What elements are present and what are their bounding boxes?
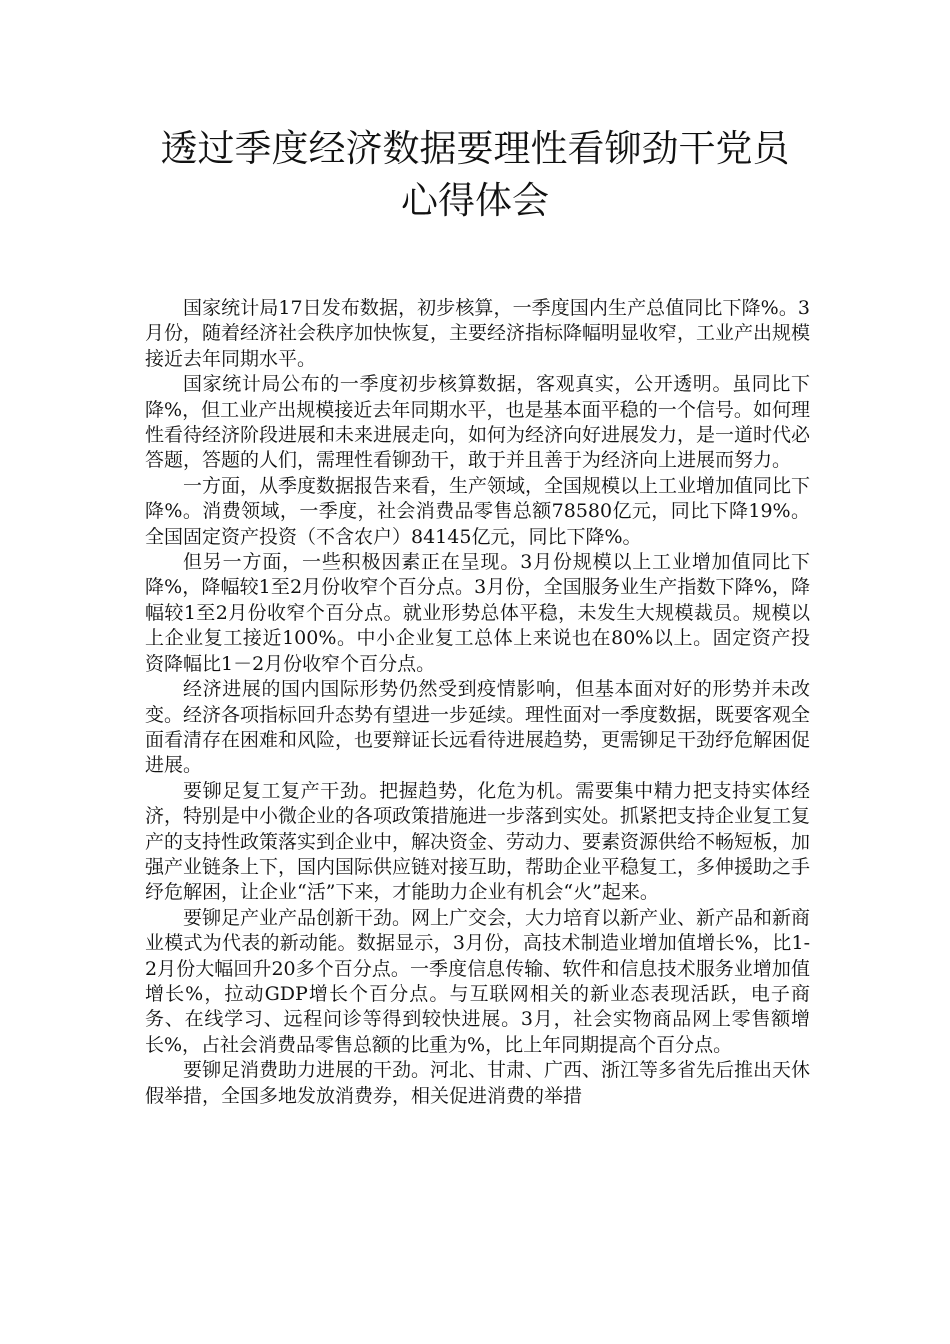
body-paragraph: 一方面，从季度数据报告来看，生产领域，全国规模以上工业增加值同比下降%。消费领域，一季度，社会消费品零售总额78580亿元，同比下降19%。全国固定资产投资（不含农户）84145亿元，同比下降%。 <box>145 474 811 548</box>
document-body <box>145 296 810 1109</box>
document-title <box>120 123 830 227</box>
body-paragraph: 要铆足复工复产干劲。把握趋势，化危为机。需要集中精力把支持实体经济，特别是中小微企业的各项政策措施进一步落到实处。抓紧把支持企业复工复产的支持性政策落实到企业中，解决资金、劳动力、要素资源供给不畅短板，加强产业链条上下，国内国际供应链对接互助，帮助企业平稳复工，多伸援助之手纾危解困，让企业“活”下来，才能助力企业有机会“火”起来。 <box>145 779 811 904</box>
body-paragraph: 但另一方面，一些积极因素正在呈现。3月份规模以上工业增加值同比下降%，降幅较1至2月份收窄个百分点。3月份，全国服务业生产指数下降%，降幅较1至2月份收窄个百分点。就业形势总体平稳，未发生大规模裁员。规模以上企业复工接近100%。中小企业复工总体上来说也在80%以上。固定资产投资降幅比1－2月份收窄个百分点。 <box>145 551 810 675</box>
title-line: 透过季度经济数据要理性看铆劲干党员 <box>160 127 790 170</box>
body-paragraph: 国家统计局公布的一季度初步核算数据，客观真实，公开透明。虽同比下降%，但工业产出规模接近去年同期水平，也是基本面平稳的一个信号。如何理性看待经济阶段进展和未来进展走向，如何为经济向好进展发力，是一道时代必答题，答题的人们，需理性看铆劲干，敢于并且善于为经济向上进展而努力。 <box>145 373 811 472</box>
body-paragraph: 要铆足产业产品创新干劲。网上广交会，大力培育以新产业、新产品和新商业模式为代表的新动能。数据显示，3月份，高技术制造业增加值增长%，比1-2月份大幅回升20多个百分点。一季度信息传输、软件和信息技术服务业增加值增长%，拉动GDP增长个百分点。与互联网相关的新业态表现活跃，电子商务、在线学习、远程问诊等得到较快进展。3月，社会实物商品网上零售额增长%，占社会消费品零售总额的比重为%，比上年同期提高个百分点。 <box>145 906 811 1056</box>
title-line: 心得体会 <box>401 179 549 222</box>
body-paragraph: 要铆足消费助力进展的干劲。河北、甘肃、广西、浙江等多省先后推出天休假举措，全国多地发放消费券，相关促进消费的举措 <box>145 1059 811 1107</box>
body-paragraph: 经济进展的国内国际形势仍然受到疫情影响，但基本面对好的形势并未改变。经济各项指标回升态势有望进一步延续。理性面对一季度数据，既要客观全面看清存在困难和风险，也要辩证长远看待进展趋势，更需铆足干劲纾危解困促进展。 <box>145 678 811 777</box>
body-paragraph: 国家统计局17日发布数据，初步核算，一季度国内生产总值同比下降%。3月份，随着经济社会秩序加快恢复，主要经济指标降幅明显收窄，工业产出规模接近去年同期水平。 <box>145 297 811 370</box>
